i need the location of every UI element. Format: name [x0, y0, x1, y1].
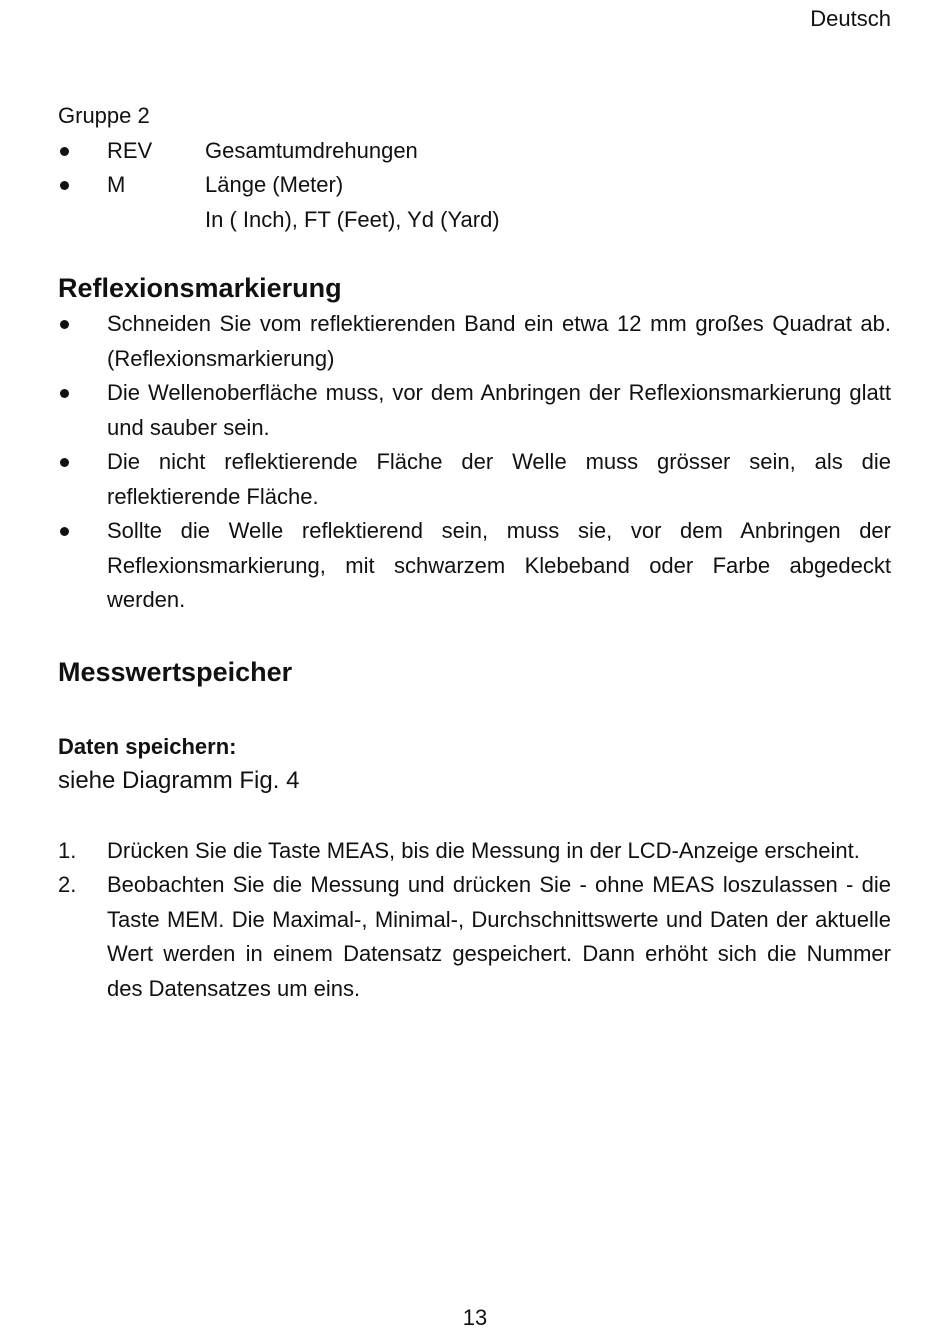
list-item [58, 868, 891, 1006]
reflex-bullet-list [58, 307, 891, 618]
bullet-icon [58, 445, 107, 514]
list-item [58, 168, 891, 203]
group-title: Gruppe 2 [58, 103, 150, 128]
bullet-icon [58, 307, 107, 376]
page-content [58, 99, 891, 1006]
list-item [58, 134, 891, 169]
section-heading-memory: Messwertspeicher [58, 656, 293, 687]
definition-key: REV [107, 137, 153, 163]
list-item [58, 445, 891, 514]
step-number: 1. [58, 837, 77, 863]
bullet-icon [58, 134, 107, 169]
group-definition-list [58, 134, 891, 238]
list-item [58, 376, 891, 445]
diagram-reference: siehe Diagramm Fig. 4 [58, 767, 300, 794]
bullet-icon [58, 168, 107, 203]
definition-key: M [107, 172, 126, 197]
list-item [58, 307, 891, 376]
list-item [58, 514, 891, 618]
bullet-text: Die nicht reflektierende Fläche der Welle muss grösser sein, als die reflektierende Fläche. [107, 449, 891, 509]
bullet-icon [58, 376, 107, 445]
section-heading-reflex: Reflexionsmarkierung [58, 273, 342, 303]
step-text: Beobachten Sie die Messung und drücken Sie - ohne MEAS loszulassen - die Taste MEM. Die Maximal-, Minimal-, Durchschnittswerte und Daten der aktuelle Wert werden in einem Datensatz gespeichert. Dann erhöht sich die Nummer des Datensatzes um eins. [107, 872, 891, 1001]
step-text: Drücken Sie die Taste MEAS, bis die Messung in der LCD-Anzeige erscheint. [107, 837, 860, 863]
bullet-icon [58, 514, 107, 618]
page-number: 13 [462, 1305, 488, 1330]
definition-extra-units: In ( Inch), FT (Feet), Yd (Yard) [205, 206, 500, 232]
definition-value: Länge (Meter) [205, 172, 344, 197]
bullet-text: Sollte die Welle reflektierend sein, muss sie, vor dem Anbringen der Reflexionsmarkierung, mit schwarzem Klebeband oder Farbe abgedeckt werden. [107, 518, 891, 612]
bullet-text: Die Wellenoberfläche muss, vor dem Anbringen der Reflexionsmarkierung glatt und sauber sein. [107, 380, 891, 440]
sub-heading-save-data: Daten speichern: [58, 733, 237, 759]
list-item [58, 834, 891, 869]
steps-list [58, 834, 891, 1007]
language-label: Deutsch [810, 6, 891, 31]
list-item [58, 203, 891, 238]
definition-value: Gesamtumdrehungen [205, 137, 418, 163]
bullet-text: Schneiden Sie vom reflektierenden Band ein etwa 12 mm großes Quadrat ab. (Reflexionsmarkierung) [107, 311, 891, 371]
step-number: 2. [58, 872, 77, 897]
